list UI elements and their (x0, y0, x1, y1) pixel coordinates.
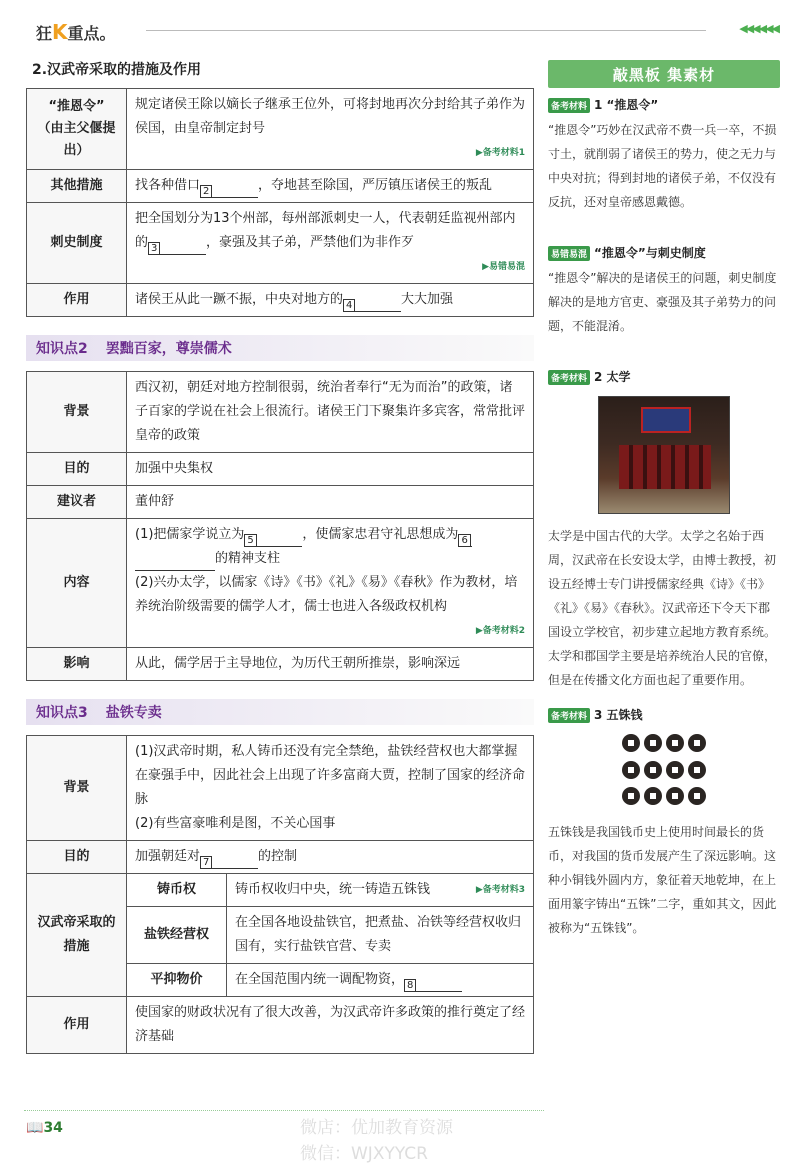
measures-table (26, 88, 534, 317)
cell-text: 在全国范围内统一调配物资， 8 (227, 964, 534, 997)
cell-text: 在全国各地设盐铁官，把煮盐、冶铁等经营权收归国有，实行盐铁官营、专卖 (227, 907, 534, 964)
cell-label: “推恩令” （由主父偃提出） (27, 89, 127, 170)
fill-blank[interactable] (135, 553, 215, 571)
cell-text: 加强朝廷对 7 的控制 (127, 841, 534, 874)
fill-blank[interactable]: 2 (200, 180, 258, 198)
cell-label: 其他措施 (27, 170, 127, 203)
fill-blank[interactable]: 7 (200, 851, 258, 869)
page-header (26, 18, 786, 44)
cell-label: 目的 (27, 841, 127, 874)
knowledge-point-header: 知识点2 罢黜百家，尊崇儒术 (26, 335, 534, 361)
salt-iron-table (26, 735, 534, 1054)
cell-label: 铸币权 (127, 874, 227, 907)
cell-label: 盐铁经营权 (127, 907, 227, 964)
footer-rule (24, 1110, 544, 1111)
cell-label: 目的 (27, 453, 127, 486)
logo: 狂K重点。 (36, 20, 116, 44)
fill-blank[interactable]: 8 (404, 974, 462, 992)
header-rule (146, 30, 706, 31)
fill-blank[interactable]: 3 (148, 237, 206, 255)
cell-text: 西汉初，朝廷对地方控制很弱，统治者奉行“无为而治”的政策，诸子百家的学说在社会上很流行。诸侯王门下聚集许多宾客，常常批评皇帝的政策 (127, 372, 534, 453)
cell-text: 铸币权收归中央，统一铸造五铢钱 ▶备考材料3 (227, 874, 534, 907)
watermark: 微店：优加教育资源 微信：WJXYYCR (300, 1118, 453, 1164)
sidebar-item-title: 备考材料 3 五铢钱 (548, 706, 780, 724)
main-column (26, 60, 534, 1054)
sidebar-text: 五铢钱是我国钱币史上使用时间最长的货币，对我国的货币发展产生了深远影响。这种小铜钱外圆内方，象征着天地乾坤，在上面用篆字铸出“五铢”二字，重如其文，因此被称为“五铢钱”。 (548, 825, 777, 935)
fill-blank[interactable]: 6 (458, 529, 472, 547)
cell-text: 加强中央集权 (127, 453, 534, 486)
header-arrows-icon: ◀◀◀◀◀◀ (739, 22, 778, 35)
cell-label: 平抑物价 (127, 964, 227, 997)
sidebar-text: 太学是中国古代的大学。太学之名始于西周，汉武帝在长安设太学，由博士教授，初设五经博士专门讲授儒家经典《诗》《书》《礼》《易》《春秋》。汉武帝还下令天下郡国设立学校官，初步建立起地方教育系统。太学和郡国学主要是培养统治人民的官僚，但是在传播文化方面也起了重要作用。 (548, 529, 777, 687)
sidebar-item-title: 备考材料 2 太学 (548, 368, 780, 386)
cell-label: 背景 (27, 736, 127, 841)
sidebar-header: 敲黑板 集素材 (548, 60, 780, 88)
cell-label: 刺史制度 (27, 203, 127, 284)
cell-label: 作用 (27, 997, 127, 1054)
cell-label: 内容 (27, 519, 127, 648)
page-number: 📖34 (26, 1120, 63, 1136)
wuzhu-coins-image (614, 734, 714, 810)
sidebar-item-title: 易错易混 “推恩令”与刺史制度 (548, 244, 780, 262)
cell-text: 规定诸侯王除以嫡长子继承王位外，可将封地再次分封给其子弟作为侯国，由皇帝制定封号 ▶备考材料1 (127, 89, 534, 170)
cell-text: 从此，儒学居于主导地位，为历代王朝所推崇，影响深远 (127, 648, 534, 681)
cell-text: 把全国划分为13个州部，每州部派刺史一人，代表朝廷监视州部内的 3 ，豪强及其子弟，严禁他们为非作歹 ▶易错易混 (127, 203, 534, 284)
sidebar-item-title: 备考材料 1 “推恩令” (548, 96, 780, 114)
cell-text: 找各种借口 2 ，夺地甚至除国，严厉镇压诸侯王的叛乱 (127, 170, 534, 203)
sidebar-text: “推恩令”巧妙在汉武帝不费一兵一卒，不损寸土，就削弱了诸侯王的势力，使之无力与中央对抗；得到封地的诸侯子弟，不仅没有反抗，还对皇帝感恩戴德。 (548, 123, 777, 209)
fill-blank[interactable]: 5 (244, 529, 302, 547)
taixue-photo (598, 396, 730, 514)
fill-blank[interactable]: 4 (343, 294, 401, 312)
confucianism-table (26, 371, 534, 681)
cell-text: 诸侯王从此一蹶不振，中央对地方的 4 大大加强 (127, 284, 534, 317)
sidebar-text: “推恩令”解决的是诸侯王的问题，刺史制度解决的是地方官吏、豪强及其子弟势力的问题，不能混淆。 (548, 271, 777, 333)
cell-text: (1)把儒家学说立为 5 ，使儒家忠君守礼思想成为 6 的精神支柱 (2)兴办太学，以儒家《诗》《书》《礼》《易》《春秋》作为教材，培养统治阶级需要的儒学人才，儒士也进入各级政权机构 ▶备考材料2 (127, 519, 534, 648)
cell-label: 建议者 (27, 486, 127, 519)
cell-label: 汉武帝采取的措施 (27, 874, 127, 997)
cell-text: 使国家的财政状况有了很大改善，为汉武帝许多政策的推行奠定了经济基础 (127, 997, 534, 1054)
cell-label: 影响 (27, 648, 127, 681)
section-title: 2.汉武帝采取的措施及作用 (32, 62, 202, 78)
sidebar (548, 60, 780, 940)
cell-text: 董仲舒 (127, 486, 534, 519)
knowledge-point-header: 知识点3 盐铁专卖 (26, 699, 534, 725)
cell-text: (1)汉武帝时期，私人铸币还没有完全禁绝，盐铁经营权也大都掌握在豪强手中，因此社会上出现了许多富商大贾，控制了国家的经济命脉 (2)有些富豪唯利是图，不关心国事 (127, 736, 534, 841)
cell-label: 作用 (27, 284, 127, 317)
cell-label: 背景 (27, 372, 127, 453)
